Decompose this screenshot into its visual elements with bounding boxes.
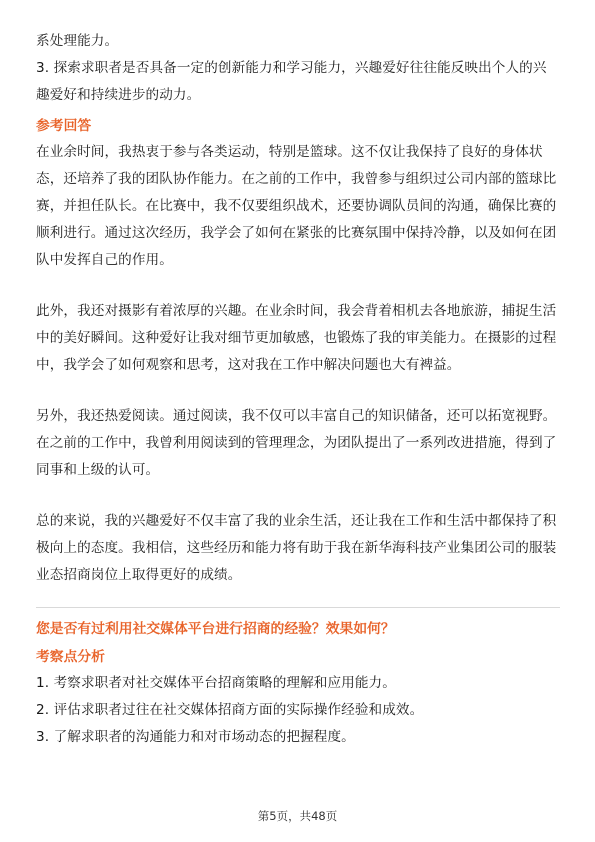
answer-paragraph: 另外，我还热爱阅读。通过阅读，我不仅可以丰富自己的知识储备，还可以拓宽视野。在之前的工作中，我曾利用阅读到的管理理念，为团队提出了一系列改进措施，得到了同事和上级的认可。 — [36, 408, 557, 478]
analysis-point: 3. 了解求职者的沟通能力和对市场动态的把握程度。 — [36, 729, 355, 745]
point-text: 系处理能力。 — [36, 33, 119, 49]
point-text: 3. 探索求职者是否具备一定的创新能力和学习能力，兴趣爱好往往能反映出个人的兴趣爱好和持续进步的动力。 — [36, 60, 547, 103]
answer-paragraph: 总的来说，我的兴趣爱好不仅丰富了我的业余生活，还让我在工作和生活中都保持了积极向上的态度。我相信，这些经历和能力将有助于我在新华海科技产业集团公司的服装业态招商岗位上取得更好的成绩。 — [36, 513, 557, 583]
question-title: 您是否有过利用社交媒体平台进行招商的经验？效果如何？ — [36, 621, 395, 637]
page-content — [36, 28, 560, 751]
answer-paragraph: 此外，我还对摄影有着浓厚的兴趣。在业余时间，我会背着相机去各地旅游，捕捉生活中的美好瞬间。这种爱好让我对细节更加敏感，也锻炼了我的审美能力。在摄影的过程中，我学会了如何观察和思考，这对我在工作中解决问题也大有裨益。 — [36, 303, 557, 373]
paragraph-gap — [36, 379, 560, 403]
analysis-point: 2. 评估求职者过往在社交媒体招商方面的实际操作经验和成效。 — [36, 702, 424, 718]
analysis-point: 1. 考察求职者对社交媒体平台招商策略的理解和应用能力。 — [36, 675, 396, 691]
analysis-heading: 考察点分析 — [36, 649, 105, 665]
paragraph-gap — [36, 484, 560, 508]
page-footer: 第5页，共48页 — [257, 809, 338, 823]
section-divider — [36, 607, 560, 608]
answer-paragraph: 在业余时间，我热衷于参与各类运动，特别是篮球。这不仅让我保持了良好的身体状态，还培养了我的团队协作能力。在之前的工作中，我曾参与组织过公司内部的篮球比赛，并担任队长。在比赛中，我不仅要组织战术，还要协调队员间的沟通，确保比赛的顺利进行。通过这次经历，我学会了如何在紧张的比赛氛围中保持冷静，以及如何在团队中发挥自己的作用。 — [36, 144, 557, 268]
paragraph-gap — [36, 274, 560, 298]
answer-heading: 参考回答 — [36, 118, 92, 134]
